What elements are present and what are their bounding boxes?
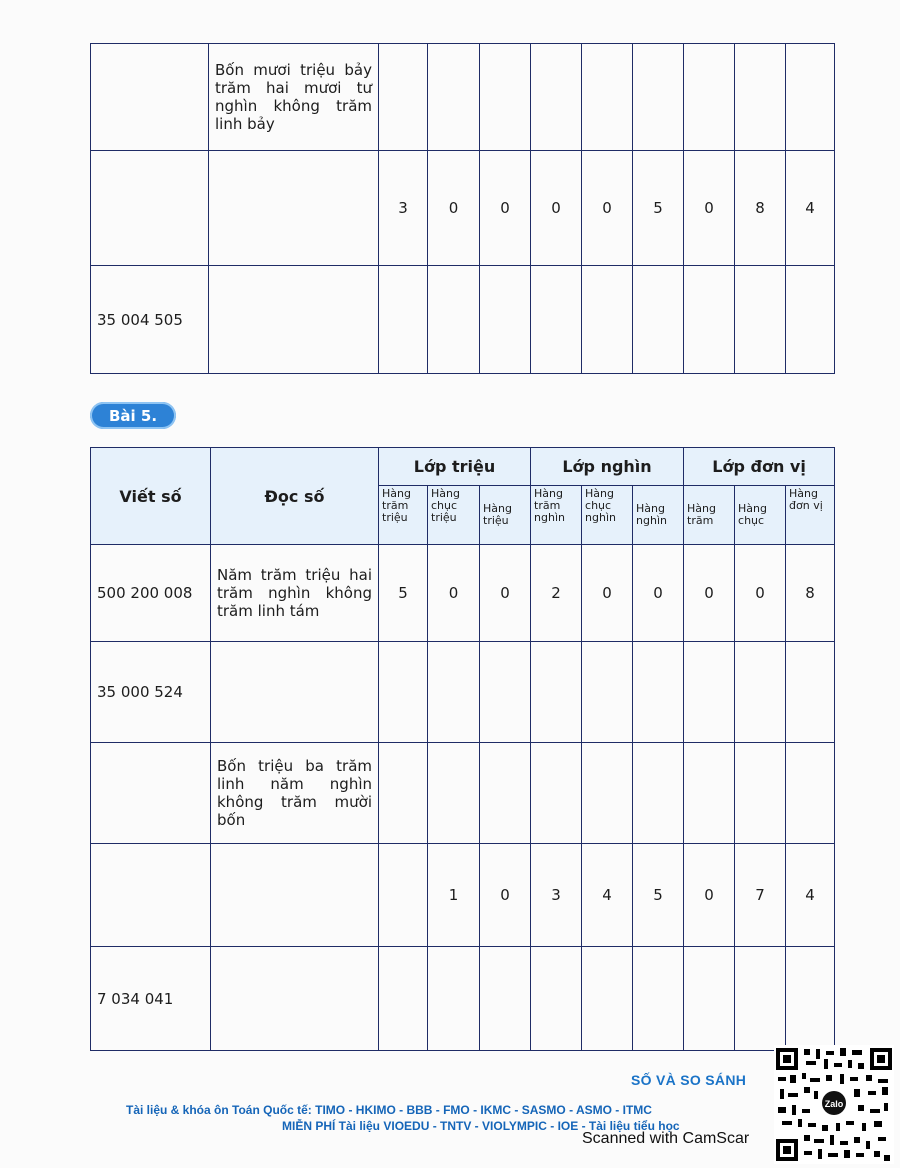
digit-cell <box>480 743 531 844</box>
qr-logo-label: Zalo <box>824 1099 844 1109</box>
digit-cell <box>735 743 786 844</box>
digit-cell <box>786 947 835 1051</box>
digit-cell <box>633 642 684 743</box>
digit-cell: 0 <box>684 545 735 642</box>
digit-cell <box>379 44 428 151</box>
digit-cell <box>786 44 835 151</box>
digit-cell <box>379 844 428 947</box>
footer-line-1: Tài liệu & khóa ôn Toán Quốc tế: TIMO - HKIMO - BBB - FMO - IKMC - SASMO - ASMO - ITMC <box>126 1103 652 1117</box>
exercise-badge: Bài 5. <box>90 402 176 429</box>
header-row-groups <box>91 448 835 486</box>
viet-so-cell: 500 200 008 <box>91 545 211 642</box>
digit-cell <box>428 743 480 844</box>
header-place: Hàng nghìn <box>633 486 684 545</box>
digit-cell: 0 <box>633 545 684 642</box>
doc-so-cell: Bốn triệu ba trăm linh năm nghìn không trăm mười bốn <box>211 743 379 844</box>
digit-cell: 1 <box>428 844 480 947</box>
digit-cell <box>428 44 480 151</box>
doc-so-cell: Năm trăm triệu hai trăm nghìn không trăm linh tám <box>211 545 379 642</box>
table-row <box>91 947 835 1051</box>
header-place: Hàng trăm <box>684 486 735 545</box>
digit-cell <box>582 947 633 1051</box>
digit-cell <box>684 947 735 1051</box>
digit-cell: 7 <box>735 844 786 947</box>
header-place: Hàng chục nghìn <box>582 486 633 545</box>
digit-cell <box>786 266 835 374</box>
doc-so-cell <box>211 642 379 743</box>
digit-cell <box>379 266 428 374</box>
digit-cell <box>735 642 786 743</box>
digit-cell <box>633 743 684 844</box>
table-row <box>91 151 835 266</box>
digit-cell: 0 <box>684 151 735 266</box>
doc-so-cell: Bốn mươi triệu bảy trăm hai mươi tư nghìn không trăm linh bảy <box>209 44 379 151</box>
header-place: Hàng trăm nghìn <box>531 486 582 545</box>
digit-cell: 0 <box>480 151 531 266</box>
viet-so-cell <box>91 743 211 844</box>
header-lop-nghin: Lớp nghìn <box>531 448 684 486</box>
digit-cell: 3 <box>531 844 582 947</box>
digit-cell <box>379 947 428 1051</box>
digit-cell <box>735 947 786 1051</box>
qr-code-icon[interactable] <box>774 1045 894 1164</box>
digit-cell: 4 <box>786 844 835 947</box>
doc-so-cell <box>209 266 379 374</box>
digit-cell <box>684 642 735 743</box>
header-place: Hàng chục <box>735 486 786 545</box>
digit-cell: 0 <box>684 844 735 947</box>
doc-so-cell <box>211 844 379 947</box>
digit-cell: 0 <box>428 545 480 642</box>
digit-cell <box>633 44 684 151</box>
viet-so-cell <box>91 151 209 266</box>
digit-cell <box>531 743 582 844</box>
digit-cell <box>735 44 786 151</box>
table-row <box>91 44 835 151</box>
doc-so-cell <box>209 151 379 266</box>
digit-cell <box>684 743 735 844</box>
doc-so-cell <box>211 947 379 1051</box>
digit-cell <box>633 947 684 1051</box>
digit-cell <box>531 266 582 374</box>
digit-cell: 3 <box>379 151 428 266</box>
digit-cell <box>379 743 428 844</box>
header-place: Hàng chục triệu <box>428 486 480 545</box>
table-top <box>90 43 835 374</box>
digit-cell: 4 <box>786 151 835 266</box>
digit-cell <box>684 266 735 374</box>
table-row <box>91 545 835 642</box>
digit-cell: 4 <box>582 844 633 947</box>
digit-cell <box>531 44 582 151</box>
viet-so-cell: 35 004 505 <box>91 266 209 374</box>
digit-cell <box>582 642 633 743</box>
digit-cell: 2 <box>531 545 582 642</box>
digit-cell: 8 <box>735 151 786 266</box>
scanner-watermark: Scanned with CamScar <box>582 1130 750 1147</box>
digit-cell: 0 <box>480 545 531 642</box>
digit-cell: 0 <box>735 545 786 642</box>
digit-cell: 5 <box>633 844 684 947</box>
header-doc-so: Đọc số <box>211 448 379 545</box>
digit-cell <box>582 743 633 844</box>
header-place: Hàng triệu <box>480 486 531 545</box>
digit-cell: 0 <box>582 151 633 266</box>
digit-cell: 0 <box>582 545 633 642</box>
digit-cell <box>379 642 428 743</box>
digit-cell <box>633 266 684 374</box>
header-lop-don-vi: Lớp đơn vị <box>684 448 835 486</box>
table-row <box>91 642 835 743</box>
header-place: Hàng đơn vị <box>786 486 835 545</box>
digit-cell: 0 <box>531 151 582 266</box>
digit-cell <box>480 642 531 743</box>
table-row <box>91 743 835 844</box>
digit-cell <box>786 642 835 743</box>
viet-so-cell: 35 000 524 <box>91 642 211 743</box>
digit-cell <box>480 44 531 151</box>
header-lop-trieu: Lớp triệu <box>379 448 531 486</box>
digit-cell: 5 <box>633 151 684 266</box>
digit-cell <box>428 642 480 743</box>
digit-cell: 0 <box>480 844 531 947</box>
digit-cell <box>684 44 735 151</box>
digit-cell <box>735 266 786 374</box>
header-place: Hàng trăm triệu <box>379 486 428 545</box>
digit-cell <box>786 743 835 844</box>
table-bai5 <box>90 447 835 1051</box>
digit-cell <box>582 266 633 374</box>
viet-so-cell <box>91 844 211 947</box>
digit-cell: 0 <box>428 151 480 266</box>
table-row <box>91 844 835 947</box>
digit-cell <box>480 266 531 374</box>
digit-cell <box>428 266 480 374</box>
digit-cell: 5 <box>379 545 428 642</box>
header-viet-so: Viết số <box>91 448 211 545</box>
digit-cell <box>531 947 582 1051</box>
digit-cell: 8 <box>786 545 835 642</box>
table-row <box>91 266 835 374</box>
digit-cell <box>428 947 480 1051</box>
digit-cell <box>531 642 582 743</box>
section-title: SỐ VÀ SO SÁNH <box>631 1072 747 1088</box>
digit-cell <box>582 44 633 151</box>
viet-so-cell <box>91 44 209 151</box>
footer-line-2: MIỄN PHÍ Tài liệu VIOEDU - TNTV - VIOLYMPIC - IOE - Tài liệu tiểu học <box>282 1119 680 1133</box>
digit-cell <box>480 947 531 1051</box>
viet-so-cell: 7 034 041 <box>91 947 211 1051</box>
